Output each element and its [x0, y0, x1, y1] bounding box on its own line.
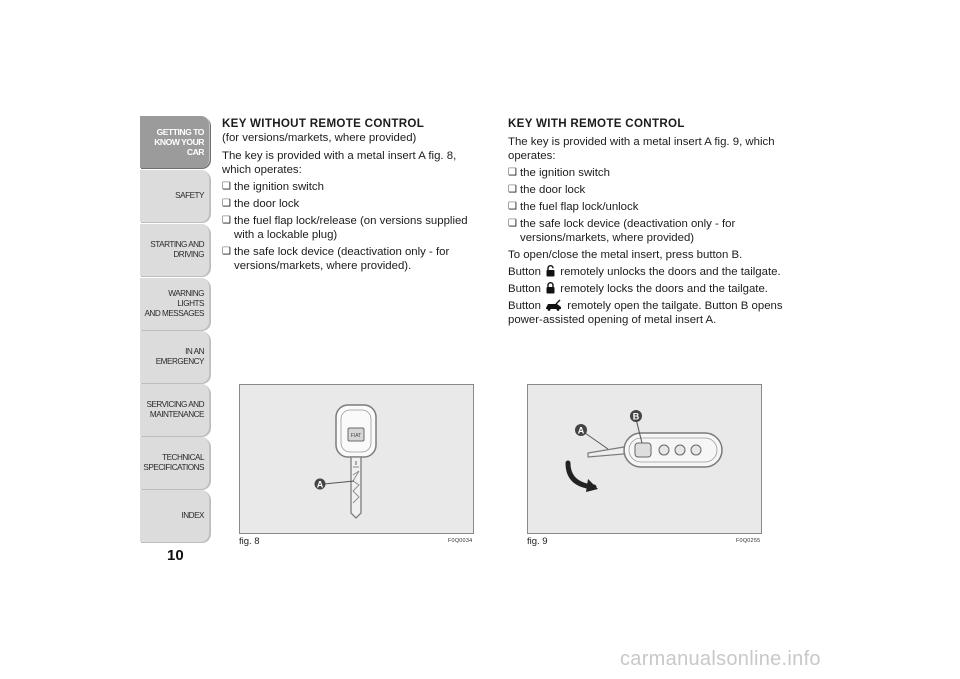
callout-label: A	[316, 479, 324, 490]
key-illustration	[240, 385, 473, 533]
intro-paragraph: The key is provided with a metal insert A fig. 8, which operates:	[222, 150, 457, 176]
tab-technical-specifications[interactable]	[140, 437, 210, 489]
figure-8-code: F0Q0034	[448, 538, 473, 544]
list-item: ❑ the door lock	[508, 183, 783, 197]
intro-paragraph: The key is provided with a metal insert A fig. 9, which operates:	[508, 136, 775, 162]
tab-label: WARNING LIGHTS AND MESSAGES	[144, 289, 204, 318]
figure-8	[239, 384, 474, 534]
figure-9	[527, 384, 762, 534]
unlock-paragraph	[508, 265, 783, 279]
callout-b	[630, 410, 642, 422]
unlock-text: remotely unlocks the doors and the tailgate.	[560, 266, 781, 278]
tab-warning-lights[interactable]	[140, 278, 210, 330]
section-subheading: (for versions/markets, where provided)	[222, 132, 417, 144]
callout-a	[575, 424, 587, 436]
function-list	[222, 180, 482, 273]
tab-label: SERVICING AND MAINTENANCE	[146, 400, 204, 419]
tailgate-text: remotely open the tailgate. Button B opens power-assisted opening of metal insert A.	[508, 300, 783, 326]
tab-label: IN AN EMERGENCY	[155, 347, 204, 366]
button-word: Button	[508, 300, 541, 312]
callout-label: B	[632, 411, 640, 422]
tailgate-paragraph	[508, 299, 783, 327]
open-close-paragraph: To open/close the metal insert, press button B.	[508, 249, 743, 261]
figure-8-caption: fig. 8	[239, 536, 260, 547]
list-item: ❑ the ignition switch	[508, 166, 783, 180]
svg-text:FIAT: FIAT	[350, 433, 362, 439]
list-item: ❑ the safe lock device (deactivation only - for versions/markets, where provided).	[222, 245, 482, 273]
lock-text: remotely locks the doors and the tailgate.	[560, 283, 768, 295]
unlock-icon	[545, 265, 556, 277]
key-without-remote-section	[222, 117, 482, 276]
watermark-text: carmanualsonline.info	[620, 648, 821, 670]
tab-getting-to-know-your-car[interactable]	[140, 116, 210, 168]
callout-label: A	[577, 425, 585, 436]
section-heading: KEY WITH REMOTE CONTROL	[508, 117, 685, 130]
tab-label: GETTING TO KNOW YOUR CAR	[154, 127, 204, 157]
list-item: ❑ the ignition switch	[222, 180, 482, 194]
list-item: ❑ the fuel flap lock/release (on versions supplied with a lockable plug)	[222, 214, 482, 242]
tailgate-icon	[545, 299, 563, 311]
button-word: Button	[508, 283, 541, 295]
list-item: ❑ the safe lock device (deactivation only - for versions/markets, where provided)	[508, 217, 783, 245]
list-item: ❑ the door lock	[222, 197, 482, 211]
tab-label: SAFETY	[175, 191, 204, 200]
tab-label: STARTING AND DRIVING	[150, 240, 204, 259]
button-word: Button	[508, 266, 541, 278]
lock-paragraph	[508, 282, 783, 296]
figure-9-code: F0Q0255	[736, 538, 761, 544]
lock-icon	[545, 282, 556, 294]
page-number: 10	[167, 547, 184, 564]
tab-index[interactable]	[140, 490, 210, 542]
list-item: ❑ the fuel flap lock/unlock	[508, 200, 783, 214]
tab-in-an-emergency[interactable]	[140, 331, 210, 383]
function-list	[508, 166, 783, 245]
tab-label: INDEX	[181, 511, 204, 520]
section-heading: KEY WITHOUT REMOTE CONTROL	[222, 117, 425, 130]
key-with-remote-section	[508, 117, 783, 330]
callout-a	[314, 478, 326, 490]
remote-key-illustration	[528, 385, 761, 533]
tab-servicing-and-maintenance[interactable]	[140, 384, 210, 436]
tab-starting-and-driving[interactable]	[140, 224, 210, 276]
figure-9-caption: fig. 9	[527, 536, 548, 547]
tab-label: TECHNICAL SPECIFICATIONS	[143, 453, 204, 472]
tab-safety[interactable]	[140, 170, 210, 222]
